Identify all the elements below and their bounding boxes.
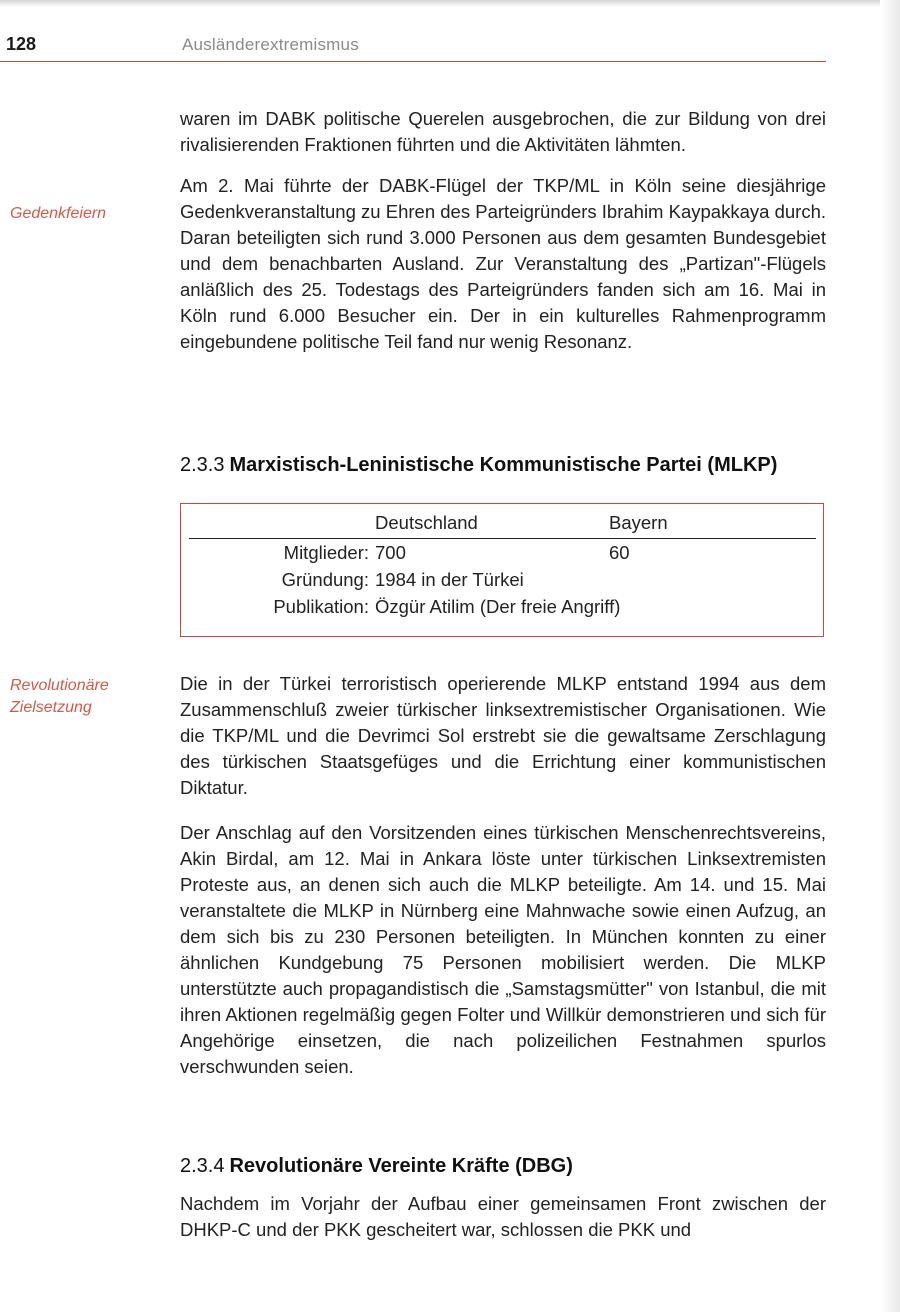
scan-top-shadow <box>0 0 900 7</box>
info-row-mitglieder <box>189 539 816 567</box>
section-title: Marxistisch-Leninistische Kommunistische Partei (MLKP) <box>229 454 778 476</box>
info-header-bayern: Bayern <box>609 510 816 539</box>
scan-right-shadow <box>880 0 900 1312</box>
info-value-deutschland: 700 <box>375 542 406 563</box>
info-label: Mitglieder: <box>283 542 369 563</box>
paragraph-mlkp-aktivitaeten: Der Anschlag auf den Vorsitzenden eines türkischen Menschenrechtsvereins, Akin Birdal, am 12. Mai in Ankara löste unter türkischen Linksextremisten Proteste aus, an denen sich auch die MLKP beteiligte. Am 14. und 15. Mai veranstaltete die MLKP in Nürnberg eine Mahnwache sowie einen Aufzug, an dem sich bis zu 230 Personen beteiligten. In München konnten zu einer ähnlichen Kundgebung 75 Personen mobilisiert werden. Die MLKP unterstützte auch propagandistisch die „Samstagsmütter" von Istanbul, die mit ihren Aktionen regelmäßig gegen Folter und Willkür demonstrieren und sich für Angehörige einsetzen, die nach polizeilichen Festnahmen spurlos verschwunden seien. <box>180 822 826 1077</box>
paragraph-mlkp-zielsetzung: Die in der Türkei terroristisch operierende MLKP entstand 1994 aus dem Zusammenschluß zweier türkischer linksextremistischer Organisationen. Wie die TKP/ML und die Devrimci Sol erstrebt sie die gewaltsame Zerschlagung des türkischen Staatsgefüges und die Errichtung einer kommunistischen Diktatur. <box>180 673 826 798</box>
paragraph-dbg: Nachdem im Vorjahr der Aufbau einer gemeinsamen Front zwischen der DHKP-C und der PKK gescheitert war, schlossen die PKK und <box>180 1193 826 1240</box>
paragraph-gedenkfeiern: Am 2. Mai führte der DABK-Flügel der TKP/ML in Köln seine diesjährige Gedenkveranstaltung zu Ehren des Parteigründers Ibrahim Kaypakkaya durch. Daran beteiligten sich rund 3.000 Personen aus dem gesamten Bundesgebiet und dem benachbarten Ausland. Zur Veranstaltung des „Partizan"-Flügels anläßlich des 25. Todestags des Parteigründers fanden sich am 16. Mai in Köln rund 6.000 Besucher ein. Der in ein kulturelles Rahmenprogramm eingebundene politische Teil fand nur wenig Resonanz. <box>180 175 826 352</box>
mlkp-info-box <box>180 503 824 637</box>
info-header-deutschland: Deutschland <box>375 510 609 539</box>
section-number: 2.3.3 <box>180 454 225 476</box>
info-label: Publikation: <box>273 596 369 617</box>
running-title: Ausländerextremismus <box>182 35 359 54</box>
margin-note-revolutionaere-zielsetzung <box>10 675 170 719</box>
info-label: Gründung: <box>281 569 369 590</box>
page-header <box>0 34 826 60</box>
info-value-bayern: 60 <box>609 542 630 563</box>
section-title: Revolutionäre Vereinte Kräfte (DBG) <box>229 1155 573 1177</box>
header-rule <box>0 61 826 62</box>
section-number: 2.3.4 <box>180 1155 225 1177</box>
info-header-blank <box>189 510 375 539</box>
info-row-publikation <box>189 593 816 620</box>
page-number: 128 <box>6 34 37 54</box>
section-heading-2-3-4 <box>180 1155 573 1178</box>
info-table-header-row <box>189 510 816 539</box>
info-value: Özgür Atilim (Der freie Angriff) <box>375 596 621 617</box>
info-value: 1984 in der Türkei <box>375 569 524 590</box>
mlkp-info-table <box>189 510 816 620</box>
margin-note-line: Zielsetzung <box>10 699 92 716</box>
section-heading-2-3-3 <box>180 454 777 477</box>
margin-note-gedenkfeiern: Gedenkfeiern <box>10 205 107 222</box>
paragraph-continuation: waren im DABK politische Querelen ausgebrochen, die zur Bildung von drei rivalisierenden Fraktionen führten und die Aktivitäten lähmten. <box>180 108 826 155</box>
margin-note-line: Revolutionäre <box>10 677 109 694</box>
info-row-gruendung <box>189 566 816 593</box>
